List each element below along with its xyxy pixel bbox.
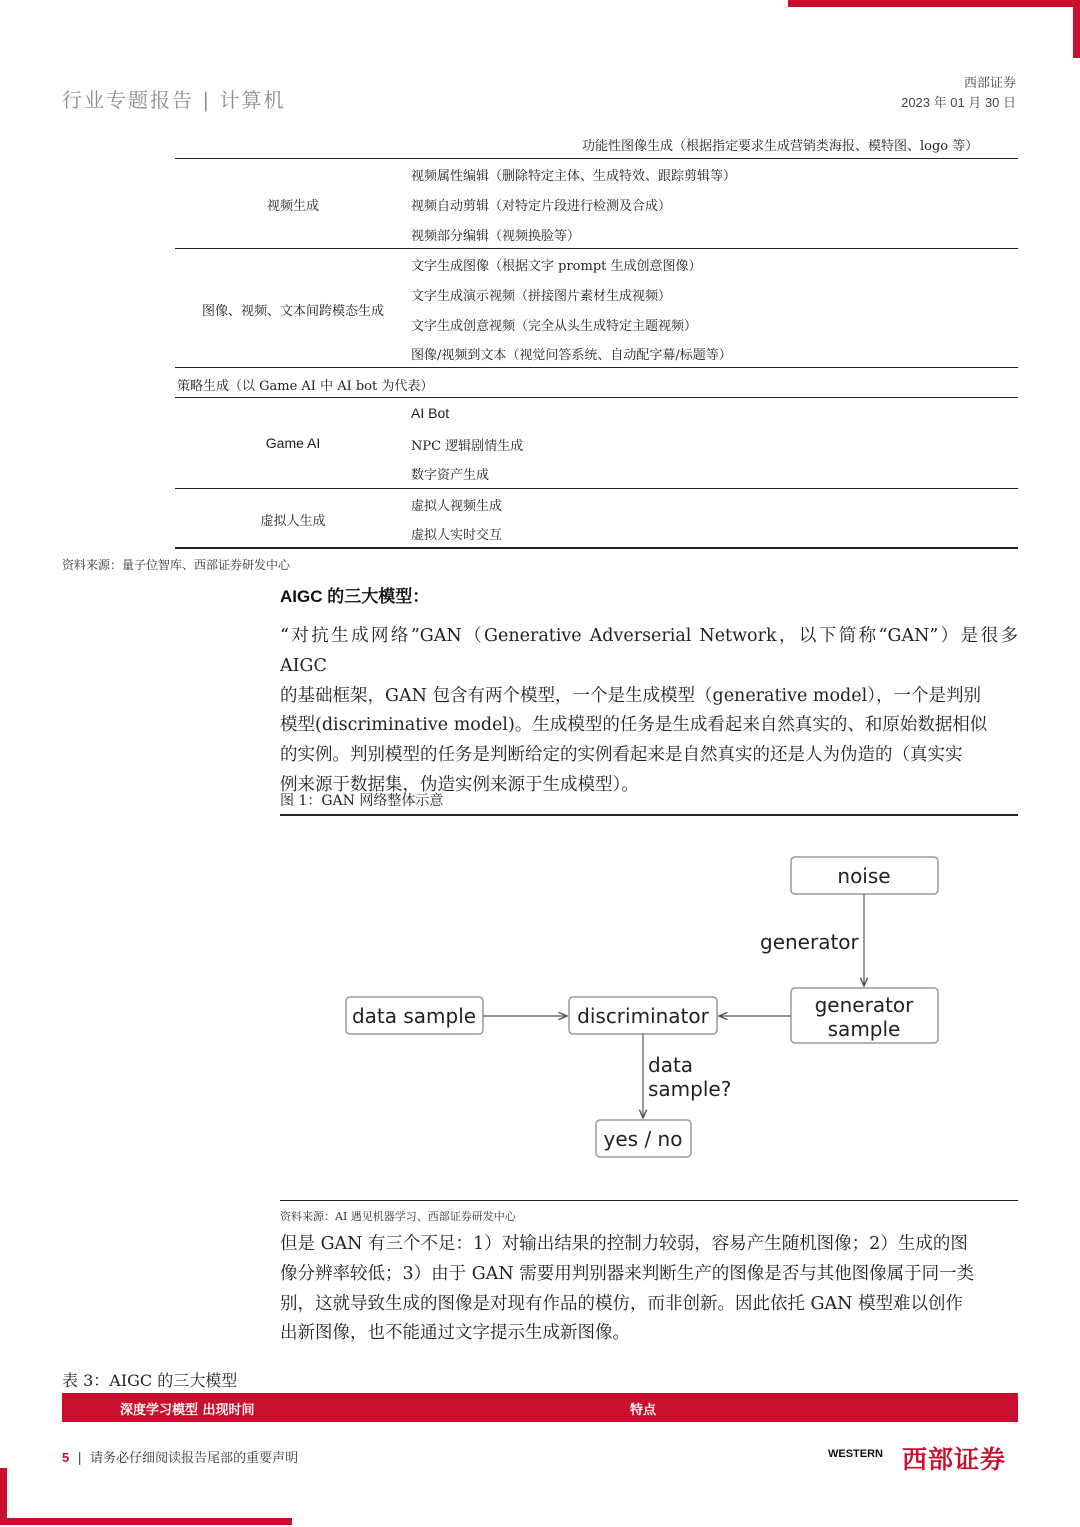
table-cell: 虚拟人实时交互 (411, 528, 503, 543)
table-row-strategy: 策略生成（以 Game AI 中 AI bot 为代表） (177, 379, 434, 394)
paragraph-line: 的实例。判别模型的任务是判断给定的实例看起来是自然真实的还是人为伪造的（真实实 (280, 745, 963, 766)
header-meta (901, 74, 1016, 112)
table-cell: 视频部分编辑（视频换脸等） (411, 229, 581, 244)
table-cell: 文字生成演示视频（拼接图片素材生成视频） (411, 289, 672, 304)
page-number: 5 (62, 1450, 70, 1465)
paragraph-line: 像分辨率较低；3）由于 GAN 需要用判别器来判断生产的图像是否与其他图像属于同一类 (280, 1263, 975, 1284)
column-header-model: 深度学习模型 出现时间 (120, 1403, 255, 1418)
paragraph-line: 但是 GAN 有三个不足：1）对输出结果的控制力较弱，容易产生随机图像；2）生成的图 (280, 1234, 968, 1254)
report-date: 2023 年 01 月 30 日 (901, 95, 1016, 110)
section-heading: AIGC 的三大模型： (280, 587, 430, 606)
result-label: yes / no (603, 1127, 683, 1151)
company-logo-english: WESTERN (828, 1448, 883, 1460)
question-label: sample? (648, 1077, 732, 1101)
footer-notice (62, 1447, 298, 1466)
generator-sample-label: sample (827, 1017, 901, 1041)
category-virtual-human: 虚拟人生成 (260, 514, 326, 529)
noise-label: noise (837, 864, 891, 888)
paragraph-gan-limitations (280, 1230, 1018, 1349)
footer-text: 请务必仔细阅读报告尾部的重要声明 (90, 1451, 299, 1466)
discriminator-label: discriminator (577, 1004, 709, 1028)
table-bottom-rule (175, 547, 1018, 549)
paragraph-line: 的基础框架，GAN 包含有两个模型，一个是生成模型（generative model），一个是判别 (280, 685, 981, 706)
table-divider (175, 367, 1018, 368)
table-cell: AI Bot (411, 405, 450, 421)
figure-bottom-rule (280, 1200, 1018, 1201)
category-game-ai: Game AI (265, 435, 321, 451)
footer-separator: | (73, 1451, 87, 1466)
corner-decoration-top (788, 0, 1080, 7)
paragraph-line: “对抗生成网络”GAN（Generative Adverserial Network，以下简称“GAN”）是很多 AIGC (280, 626, 1018, 676)
figure-source: 资料来源：AI 遇见机器学习、西部证券研发中心 (280, 1210, 516, 1223)
corner-decoration-bottom (0, 1518, 292, 1525)
table-cell: 文字生成创意视频（完全从头生成特定主题视频） (411, 319, 698, 334)
corner-decoration-bottom-vertical (0, 1468, 7, 1525)
question-label: data (648, 1053, 694, 1077)
table3-header (62, 1393, 1018, 1422)
table-source: 资料来源：量子位智库、西部证券研发中心 (62, 558, 291, 572)
table-row-functional: 功能性图像生成（根据指定要求生成营销类海报、模特图、logo 等） (582, 139, 979, 154)
table-divider (175, 488, 1018, 489)
table-divider (175, 248, 1018, 249)
table-cell: 文字生成图像（根据文字 prompt 生成创意图像） (411, 259, 702, 274)
company-logo-chinese: 西部证券 (902, 1445, 1007, 1474)
category-cross-modal: 图像、视频、文本间跨模态生成 (201, 304, 384, 319)
table-divider (175, 397, 1018, 398)
column-header-features: 特点 (630, 1403, 657, 1418)
gan-diagram (280, 816, 1018, 1200)
generator-sample-label: generator (814, 993, 914, 1017)
table-cell: 图像/视频到文本（视觉问答系统、自动配字幕/标题等） (411, 348, 732, 363)
generator-label: generator (760, 930, 859, 954)
paragraph-line: 别，这就导致生成的图像是对现有作品的模仿，而非创新。因此依托 GAN 模型难以创作 (280, 1293, 964, 1314)
paragraph-line: 出新图像，也不能通过文字提示生成新图像。 (280, 1323, 630, 1344)
table3-caption: 表 3：AIGC 的三大模型 (62, 1371, 238, 1390)
paragraph-line: 模型(discriminative model)。生成模型的任务是生成看起来自然真实的、和原始数据相似 (280, 715, 988, 736)
table-cell: 视频属性编辑（删除特定主体、生成特效、跟踪剪辑等） (411, 169, 737, 184)
table-divider (175, 158, 1018, 159)
data-sample-label: data sample (351, 1004, 477, 1028)
company-name: 西部证券 (963, 76, 1016, 91)
table-cell: 视频自动剪辑（对特定片段进行检测及合成） (411, 199, 672, 214)
paragraph-gan-intro (280, 622, 1018, 801)
table-cell: 数字资产生成 (411, 468, 490, 483)
report-category: 行业专题报告 | 计算机 (62, 88, 286, 112)
corner-decoration-top-vertical (1073, 0, 1080, 58)
category-video: 视频生成 (266, 199, 319, 214)
table-cell: NPC 逻辑剧情生成 (411, 439, 524, 454)
figure-caption: 图 1：GAN 网络整体示意 (280, 793, 444, 809)
paragraph-line: 例来源于数据集，伪造实例来源于生成模型）。 (280, 774, 639, 795)
table-cell: 虚拟人视频生成 (411, 499, 503, 514)
